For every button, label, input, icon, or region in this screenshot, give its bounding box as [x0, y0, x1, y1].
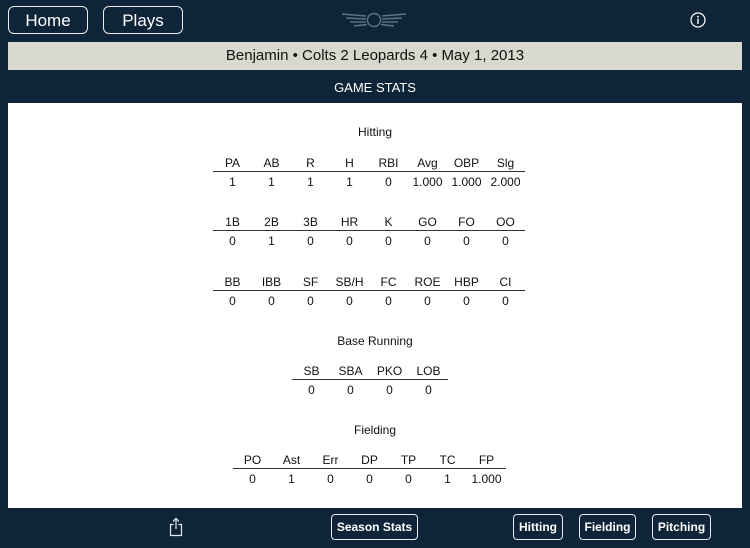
column-header: AB	[252, 154, 291, 172]
column-header: TC	[428, 451, 467, 469]
fielding-table	[233, 451, 506, 488]
column-header: SB	[292, 362, 331, 380]
hitting-table-3	[213, 273, 525, 310]
stat-value: 0	[347, 382, 354, 397]
table-header-row	[233, 451, 506, 469]
column-header: HR	[330, 213, 369, 231]
column-header: SF	[291, 273, 330, 291]
table-header-row	[213, 213, 525, 231]
stat-value: 0	[366, 471, 373, 486]
stat-value: 0	[249, 471, 256, 486]
column-header: Ast	[272, 451, 311, 469]
column-header: OBP	[447, 154, 486, 172]
stat-value: 2.000	[490, 174, 521, 189]
column-header: GO	[408, 213, 447, 231]
column-header: SB/H	[330, 273, 369, 291]
column-header: FP	[467, 451, 506, 469]
plays-button[interactable]: Plays	[103, 6, 183, 34]
column-header: K	[369, 213, 408, 231]
table-row	[213, 172, 525, 192]
column-header: Slg	[486, 154, 525, 172]
table-row	[213, 231, 525, 251]
column-header: PO	[233, 451, 272, 469]
table-header-row	[213, 154, 525, 172]
stat-value: 1	[268, 174, 275, 189]
season-stats-button[interactable]: Season Stats	[331, 514, 418, 540]
stat-value: 0	[346, 293, 353, 308]
fielding-button[interactable]: Fielding	[579, 514, 636, 540]
stat-value: 1.000	[451, 174, 482, 189]
column-header: FC	[369, 273, 408, 291]
stat-value: 0	[425, 382, 432, 397]
section-title: GAME STATS	[334, 80, 416, 95]
info-icon[interactable]	[690, 12, 706, 28]
stat-value: 1	[268, 233, 275, 248]
stat-value: 1	[307, 174, 314, 189]
stat-value: 0	[502, 233, 509, 248]
column-header: 2B	[252, 213, 291, 231]
pitching-button[interactable]: Pitching	[652, 514, 711, 540]
stat-value: 0	[268, 293, 275, 308]
column-header: CI	[486, 273, 525, 291]
column-header: TP	[389, 451, 428, 469]
base-running-table	[292, 362, 448, 399]
column-header: ROE	[408, 273, 447, 291]
stat-value: 0	[502, 293, 509, 308]
fielding-title: Fielding	[353, 423, 397, 437]
stat-value: 0	[385, 233, 392, 248]
column-header: IBB	[252, 273, 291, 291]
stat-value: 0	[463, 233, 470, 248]
stat-value: 1	[229, 174, 236, 189]
hitting-button[interactable]: Hitting	[513, 514, 563, 540]
stat-value: 0	[307, 233, 314, 248]
stat-value: 0	[386, 382, 393, 397]
stats-panel	[8, 103, 742, 508]
column-header: PA	[213, 154, 252, 172]
column-header: 3B	[291, 213, 330, 231]
stat-value: 1.000	[412, 174, 443, 189]
stat-value: 0	[307, 293, 314, 308]
stat-value: 1.000	[471, 471, 502, 486]
column-header: LOB	[409, 362, 448, 380]
stat-value: 0	[308, 382, 315, 397]
top-bar	[0, 0, 750, 40]
stat-value: 0	[385, 174, 392, 189]
stat-value: 0	[405, 471, 412, 486]
wings-logo-icon	[340, 9, 408, 31]
table-row	[292, 380, 448, 400]
column-header: PKO	[370, 362, 409, 380]
hitting-table-1	[213, 154, 525, 191]
column-header: BB	[213, 273, 252, 291]
stat-value: 0	[424, 293, 431, 308]
stat-value: 0	[424, 233, 431, 248]
stat-value: 1	[444, 471, 451, 486]
column-header: 1B	[213, 213, 252, 231]
column-header: RBI	[369, 154, 408, 172]
stat-value: 1	[346, 174, 353, 189]
table-header-row	[292, 362, 448, 380]
column-header: R	[291, 154, 330, 172]
stat-value: 0	[327, 471, 334, 486]
stat-value: 0	[463, 293, 470, 308]
column-header: SBA	[331, 362, 370, 380]
column-header: Err	[311, 451, 350, 469]
table-header-row	[213, 273, 525, 291]
table-row	[233, 469, 506, 489]
stat-value: 0	[229, 233, 236, 248]
stat-value: 0	[346, 233, 353, 248]
hitting-title: Hitting	[357, 125, 392, 139]
stat-value: 0	[229, 293, 236, 308]
hitting-table-2	[213, 213, 525, 250]
stat-value: 0	[385, 293, 392, 308]
bottom-toolbar	[0, 508, 750, 548]
column-header: OO	[486, 213, 525, 231]
base-running-title: Base Running	[337, 334, 413, 348]
column-header: DP	[350, 451, 389, 469]
column-header: FO	[447, 213, 486, 231]
column-header: Avg	[408, 154, 447, 172]
stat-value: 1	[288, 471, 295, 486]
column-header: HBP	[447, 273, 486, 291]
table-row	[213, 291, 525, 311]
game-summary-banner: Benjamin • Colts 2 Leopards 4 • May 1, 2013	[8, 42, 742, 70]
home-button[interactable]: Home	[8, 6, 88, 34]
column-header: H	[330, 154, 369, 172]
share-icon[interactable]	[168, 517, 184, 537]
